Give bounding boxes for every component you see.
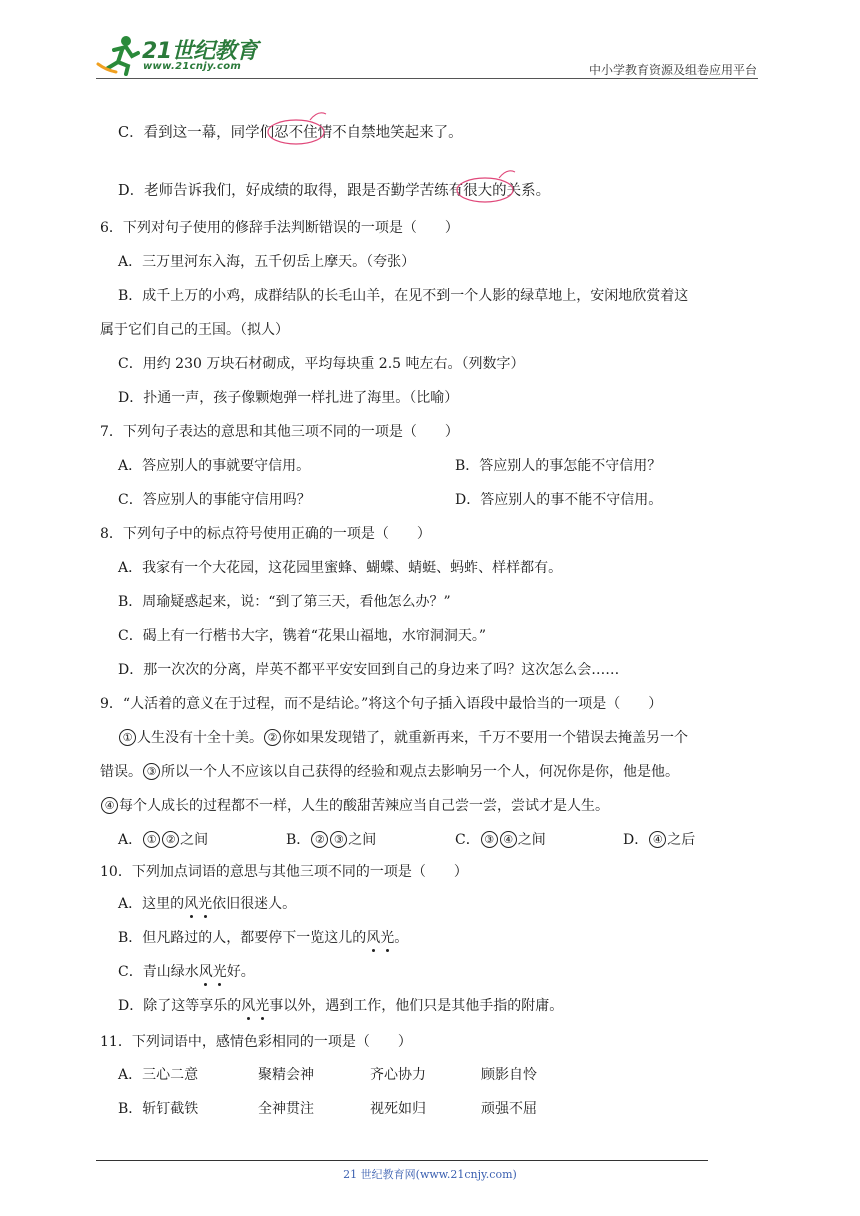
- q6-stem: 6．下列对句子使用的修辞手法判断错误的一项是（ ）: [100, 220, 459, 236]
- option-label: B．: [286, 832, 311, 848]
- q10-option-d: [118, 997, 563, 1015]
- circled-number-3: ③: [481, 831, 498, 848]
- q11-option-a-w1: A．三心二意: [118, 1067, 199, 1083]
- q7-option-c: C．答应别人的事能守信用吗？: [118, 492, 311, 508]
- marked-phrase: 忍不住: [274, 125, 318, 141]
- circled-number-3: ③: [330, 831, 347, 848]
- passage-text: 人生没有十全十美。: [137, 730, 263, 746]
- passage-text: 每个人成长的过程都不一样，人生的酸甜苦辣应当自己尝一尝，尝试才是人生。: [119, 798, 609, 814]
- q11-option-b-w1: B．斩钉截铁: [118, 1101, 199, 1117]
- q11-option-b-w3: 视死如归: [370, 1101, 426, 1117]
- dotted-char: 光: [212, 964, 227, 980]
- page-header: [0, 0, 860, 80]
- option-text: 依旧很迷人。: [212, 896, 297, 912]
- circled-number-3: ③: [143, 763, 160, 780]
- q9-passage-line-1: [118, 729, 688, 747]
- q11-stem: 11．下列词语中，感情色彩相同的一项是（ ）: [100, 1034, 412, 1050]
- option-label: C．: [455, 832, 480, 848]
- q7-option-d: D．答应别人的事不能不守信用。: [455, 492, 663, 508]
- q8-stem: 8．下列句子中的标点符号使用正确的一项是（ ）: [100, 526, 431, 542]
- circled-phrase: [463, 182, 507, 200]
- q11-option-a-w4: 顾影自怜: [481, 1067, 537, 1083]
- q6-option-d: D．扑通一声，孩子像颗炮弹一样扎进了海里。（比喻）: [118, 390, 459, 406]
- q10-stem: 10．下列加点词语的意思与其他三项不同的一项是（ ）: [100, 864, 468, 880]
- option-text: A．这里的: [118, 896, 185, 912]
- q7-option-b: B．答应别人的事怎能不守信用？: [455, 458, 662, 474]
- option-text: 好。: [226, 964, 255, 980]
- circled-number-1: ①: [119, 729, 136, 746]
- logo-text: 21世纪教育: [142, 39, 258, 64]
- option-label: D．: [118, 183, 145, 199]
- q11-option-a-w3: 齐心协力: [370, 1067, 426, 1083]
- q9-option-b: [286, 831, 376, 849]
- passage-text: 你如果发现错了，就重新再来，千万不要用一个错误去掩盖另一个: [282, 730, 688, 746]
- option-text: 情不自禁地笑起来了。: [317, 125, 463, 141]
- option-text: 之间: [348, 832, 377, 848]
- dotted-char: 风: [241, 998, 256, 1014]
- q9-passage-line-2: [100, 763, 679, 781]
- q11-option-b-w2: 全神贯注: [258, 1101, 314, 1117]
- q8-option-a: A．我家有一个大花园，这花园里蜜蜂、蝴蝶、蜻蜓、蚂蚱、样样都有。: [118, 560, 563, 576]
- dotted-char: 风: [198, 964, 213, 980]
- q5-option-d: [118, 182, 550, 200]
- q7-stem: 7．下列句子表达的意思和其他三项不同的一项是（ ）: [100, 424, 459, 440]
- footer-link[interactable]: 21 世纪教育网(www.21cnjy.com): [343, 1168, 517, 1181]
- option-label: D．: [623, 832, 649, 848]
- option-text: 事以外，遇到工作，他们只是其他手指的附庸。: [269, 998, 564, 1014]
- platform-tagline: 中小学教育资源及组卷应用平台: [588, 63, 757, 77]
- circled-number-4: ④: [649, 831, 666, 848]
- dotted-char: 风: [184, 896, 199, 912]
- dotted-char: 光: [255, 998, 270, 1014]
- circled-number-2: ②: [311, 831, 328, 848]
- dotted-char: 风: [366, 930, 381, 946]
- option-label: A．: [118, 832, 143, 848]
- dotted-char: 光: [380, 930, 395, 946]
- q6-option-b: B．成千上万的小鸡，成群结队的长毛山羊，在见不到一个人影的绿草地上，安闲地欣赏着这: [118, 288, 689, 304]
- header-divider: [96, 78, 758, 79]
- circled-number-1: ①: [143, 831, 160, 848]
- circled-number-2: ②: [162, 831, 179, 848]
- passage-text: 所以一个人不应该以自己获得的经验和观点去影响另一个人，何况你是你，他是他。: [161, 764, 679, 780]
- footer-divider: [96, 1160, 708, 1161]
- passage-text: 错误。: [100, 764, 142, 780]
- option-text: 看到这一幕，同学们: [143, 125, 275, 141]
- q10-option-a: [118, 895, 296, 913]
- q6-option-b-cont: 属于它们自己的王国。（拟人）: [100, 322, 289, 338]
- option-text: 关系。: [506, 183, 551, 199]
- q8-option-c: C．碣上有一行楷书大字，镌着“花果山福地，水帘洞洞天。”: [118, 628, 487, 644]
- q9-option-a: [118, 831, 208, 849]
- option-text: 。: [394, 930, 409, 946]
- q10-option-b: [118, 929, 408, 947]
- option-text: 老师告诉我们，好成绩的取得，跟是否勤学苦练有: [144, 183, 464, 199]
- q9-option-d: [623, 831, 695, 849]
- option-label: C．: [118, 125, 144, 141]
- q11-option-b-w4: 顽强不屈: [481, 1101, 537, 1117]
- option-text: B．但凡路过的人，都要停下一览这儿的: [118, 930, 367, 946]
- q9-option-c: [455, 831, 546, 849]
- q5-option-c: [118, 124, 463, 142]
- circled-phrase: [274, 124, 318, 142]
- logo-url: www.21cnjy.com: [143, 61, 242, 72]
- q6-option-a: A．三万里河东入海，五千仞岳上摩天。（夸张）: [118, 254, 416, 270]
- q9-stem: 9．“人活着的意义在于过程，而不是结论。”将这个句子插入语段中最恰当的一项是（ ）: [100, 696, 663, 712]
- q8-option-b: B．周瑜疑惑起来，说：“到了第三天，看他怎么办？”: [118, 594, 451, 610]
- option-text: D．除了这等享乐的: [118, 998, 242, 1014]
- circled-number-4: ④: [101, 797, 118, 814]
- marked-phrase: 很大的: [463, 183, 507, 199]
- circled-number-4: ④: [500, 831, 517, 848]
- site-logo[interactable]: [96, 34, 276, 78]
- circled-number-2: ②: [264, 729, 281, 746]
- q10-option-c: [118, 963, 255, 981]
- q7-option-a: A．答应别人的事就要守信用。: [118, 458, 311, 474]
- option-text: 之间: [180, 832, 209, 848]
- q9-passage-line-3: [100, 797, 609, 815]
- q6-option-c: C．用约 230 万块石材砌成，平均每块重 2.5 吨左右。（列数字）: [118, 356, 525, 372]
- option-text: 之后: [667, 832, 696, 848]
- q11-option-a-w2: 聚精会神: [258, 1067, 314, 1083]
- option-text: 之间: [517, 832, 546, 848]
- dotted-char: 光: [198, 896, 213, 912]
- q8-option-d: D．那一次次的分离，岸英不都平平安安回到自己的身边来了吗？这次怎么会……: [118, 662, 620, 678]
- option-text: C．青山绿水: [118, 964, 199, 980]
- runner-icon: [96, 34, 142, 76]
